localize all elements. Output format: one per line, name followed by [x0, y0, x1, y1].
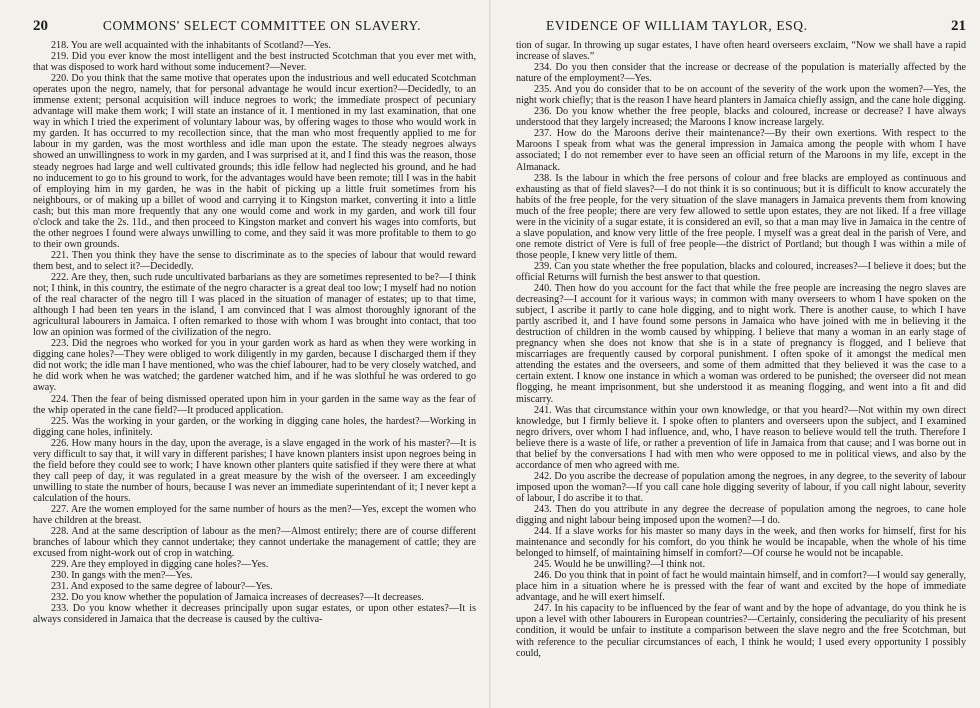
paragraph: 237. How do the Maroons derive their maintenance?—By their own exertions. With respect to the Maroons I speak from what was the general impression in Jamaica among the people with whom I have associated; I do not remember ever to have seen an official return of the Maroons in my life, except in the Almanack. [516, 128, 966, 173]
left-page-header [33, 18, 476, 36]
paragraph: 247. In his capacity to be influenced by the fear of want and by the hope of advantage, do you think he is upon a level with other labourers in European countries?—Certainly, considering the peculiarity of his present condition, it would be unfair to institute a comparison between the slave negro and the free Scotchman, but with reference to the peculiar circumstances of each, I think he would; I used every opportunity I possibly could, [516, 603, 966, 659]
paragraph: 242. Do you ascribe the decrease of population among the negroes, in any degree, to the severity of labour imposed upon the woman?—If you call cane hole digging severity of labour, if you call night labour, severity of labour, I do ascribe it to that. [516, 470, 966, 504]
paragraph: 231. And exposed to the same degree of labour?—Yes. [51, 581, 273, 593]
paragraph: 234. Do you then consider that the increase or decrease of the population is materially affected by the nature of the employment?—Yes. [516, 62, 966, 85]
paragraph: 235. And you do consider that to be on account of the severity of the work upon the women?—Yes, the night work chiefly; that is the reason I have heard planters in Jamaica chiefly assign, and the cane hole digging. [516, 84, 966, 107]
continued-paragraph: tion of sugar. In throwing up sugar estates, I have often heard overseers exclaim, “Now we shall have a rapid increase of slaves.” [516, 40, 966, 63]
paragraph: 222. Are they, then, such rude uncultivated barbarians as they are sometimes represented to be?—I think not; I think, in this country, the estimate of the negro character is a great deal too low; I myself had no notion of the real character of the negro till I was placed in the situation of manager of estates; up to that time, although I had been ten years in the island, I am convinced that I was almost thoroughly ignorant of the agricultural labourers in Jamaica. I often remarked to those with whom I was brought into contact, that too low an opinion was formed of the civilization of the negro. [33, 271, 476, 339]
right-page-number: 21 [951, 18, 966, 34]
paragraph: 229. Are they employed in digging cane holes?—Yes. [51, 559, 269, 571]
paragraph: 218. You are well acquainted with the inhabitants of Scotland?—Yes. [51, 40, 331, 51]
paragraph: 233. Do you know whether it decreases principally upon sugar estates, or upon other estates?—It is always considered in Jamaica that the decrease is caused by the cultiva- [33, 603, 476, 626]
paragraph: 230. In gangs with the men?—Yes. [51, 570, 193, 582]
paragraph: 245. Would he be unwilling?—I think not. [534, 559, 706, 571]
paragraph: 232. Do you know whether the population of Jamaica increases of decreases?—It decreases. [51, 592, 424, 604]
paragraph: 227. Are the women employed for the same number of hours as the men?—Yes, except the women who have children at the breast. [33, 503, 476, 527]
right-running-head: EVIDENCE OF WILLIAM TAYLOR, ESQ. [546, 18, 808, 33]
right-page-header [516, 18, 966, 36]
paragraph: 223. Did the negroes who worked for you in your garden work as hard as when they were working in digging cane holes?—They were obliged to work diligently in my garden, because I discharged them if they did not work; the idle man I have mentioned, who was the chief labourer, had to be very closely watched, and he did work when he was watched; the gardener watched him, and if he was slothful he was ordered to go away. [33, 338, 476, 394]
paragraph: 244. If a slave works for his master so many days in the week, and then works for himself, first for his maintenance and secondly for his comfort, do you think he would be incapable, when the whole of his time belonged to himself, of maintaining himself in comfort?—Of course he would not be incapable. [516, 526, 966, 560]
paragraph: 243. Then do you attribute in any degree the decrease of population among the negroes, to cane hole digging and night labour being imposed upon the women?—I do. [516, 503, 966, 527]
paragraph: 236. Do you know whether the free people, blacks and coloured, increase or decrease? I have always understood that they largely increased; the Maroons I know increase largely. [516, 106, 966, 129]
paragraph: 239. Can you state whether the free population, blacks and coloured, increases?—I believe it does; but the official Returns will furnish the best answer to that question. [516, 260, 966, 283]
right-page [490, 0, 980, 708]
right-page-body [516, 40, 966, 659]
paragraph: 240. Then how do you account for the fact that while the free people are increasing the negro slaves are decreasing?—I account for it various ways; in common with many overseers to whom I have spoken on the subject, I ascribe it partly to cane hole digging, and to night work. There is another cause, to which I have partly ascribed it, and I have found some persons in Jamaica who have joined with me in believing it the destruction of children in the womb caused by whipping. I believe that many a woman in an early stage of pregnancy when she does not know that she is in a state of pregnancy is flogged, and I believe that miscarriages are frequently caused by corporal punishment. I often spoke of it amongst the medical men attending the estates and the overseers, and some of them admitted that they believed it was the case to a certain extent. I know one instance in which a woman was ordered to be punished; the overseer did not mean flogging, he meant imprisonment, but she understood it as meaning flogging, and went into a fit and did miscarry. [516, 283, 966, 405]
paragraph: 219. Did you ever know the most intelligent and the best instructed Scotchman that you ever met with, that was disposed to work hard without some inducement?—Never. [33, 51, 476, 74]
paragraph: 241. Was that circumstance within your own knowledge, or that you heard?—Not within my own direct knowledge, but I firmly believe it. I spoke often to planters and overseers upon the subject, and I examined negro drivers, over whom I had influence, and, who, I have reason to believe would tell the truth. Therefore I believe there is a waste of life, or rather a prevention of life in Jamaica from that cause; and I was borne out in that belief by the conversations I had with men who were opposed to me in political views, and also by the accordance of men who agreed with me. [516, 404, 966, 471]
left-running-head: COMMONS' SELECT COMMITTEE ON SLAVERY. [102, 18, 422, 33]
paragraph: 226. How many hours in the day, upon the average, is a slave engaged in the work of his master?—It is very difficult to say that, it will vary in different parishes; I have known planters insist upon negroes being in the field before they could see to work; I have known other planters quite satisfied if they were there at what they call peep of day, it was regulated in a great measure by the wish of the overseer. I am exceedingly unwilling to state the number of hours, because I was never an immediate superintendant of it; I never kept a calculation of the hours. [33, 437, 476, 504]
left-page-number: 20 [33, 18, 48, 34]
paragraph: 221. Then you think they have the sense to discriminate as to the species of labour that would reward them best, and to select it?—Decidedly. [33, 249, 476, 272]
paragraph: 238. Is the labour in which the free persons of colour and free blacks are employed as continuous and exhausting as that of field slaves?—I do not think it is so continuous; but it is difficult to know accurately the habits of the free people, for the very situation of the slave managers in Jamaica prevents them from knowing much of the free people; there are very few allowed to settle upon estates, they are not liked. If a free village were in the vicinity of a sugar estate, it is considered an evil, so that a man may live in Jamaica in the centre of a slave population, and know very little of the free people. I myself was a great deal in the parish of Vere, and one remote district of Vere is full of free people—the district of Portland; but though I was within a mile of those people, I knew very little of them. [516, 172, 966, 261]
paragraph: 228. And at the same description of labour as the men?—Almost entirely; there are of course different branches of labour which they cannot undertake; they cannot undertake the management of cattle; they are excused from night-work out of crop in watching. [33, 526, 476, 560]
paragraph: 246. Do you think that in point of fact he would maintain himself, and in comfort?—I would say generally, place him in a situation where he is pressed with the fear of want and excited by the hope of immediate advantage, and he will exert himself. [516, 570, 966, 604]
left-page-body [33, 40, 476, 625]
paragraph: 225. Was the working in your garden, or the working in digging cane holes, the hardest?—Working in digging cane holes, infinitely. [33, 415, 476, 438]
paragraph: 224. Then the fear of being dismissed operated upon him in your garden in the same way as the fear of the whip operated in the cane field?—It produced application. [33, 393, 476, 416]
paragraph: 220. Do you think that the same motive that operates upon the industrious and well educated Scotchman operates upon the negro, namely, that for personal advantage he would incur exertion?—Decidedly, to an immense extent; personal acquisition will induce negroes to work; the immediate prospect of pecuniary advantage will make them work; I will state an instance of it. I mentioned in my last examination, that one way in which I tried the experiment of voluntary labour was, by offering wages to those who would work in my garden. It has occurred to my recollection since, that the man who most frequently applied to me for labour in my garden, was the most worthless and idle man upon the estate. The steady negroes always showed an unwillingness to work in my garden, and I was surprised at it, and I find this was the reason, those steady negroes had large and well cultivated grounds; this idle fellow had neglected his ground, and he had no inducement to go to his ground to work, for the advantages would have been remote; till I was in the habit of employing him in my garden, he was in the habit of picking up a little fruit sometimes from his neighbours, or of making up a billet of wood and carrying it to Kingston market, converting it into a little cash; but this man more frequently that any one would come and work in my garden, and work till four o'clock and take the 2s. 11d., and then proceed to Kingston market and convert his wages into comforts, but the other negroes I found were always unwilling to come, and they said it was more profitable to them to go to their own grounds. [33, 73, 476, 250]
